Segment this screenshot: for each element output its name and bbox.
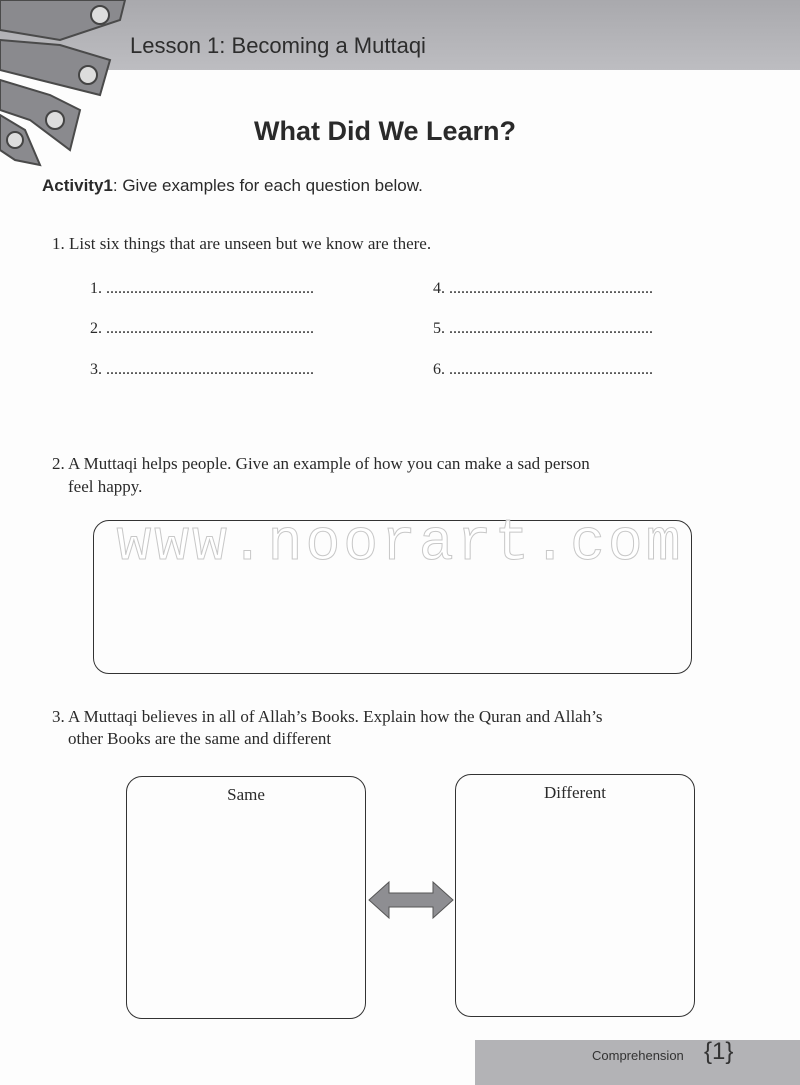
answer-blank-1[interactable]: 1. .................................................... bbox=[90, 280, 314, 297]
activity-instruction: : Give examples for each question below. bbox=[112, 176, 423, 195]
page-title: What Did We Learn? bbox=[253, 116, 516, 146]
question-2-line1: 2. A Muttaqi helps people. Give an example of how you can make a sad person bbox=[52, 454, 590, 473]
same-box[interactable] bbox=[126, 776, 366, 1019]
double-arrow-icon bbox=[367, 878, 455, 922]
activity-label: Activity1 bbox=[42, 176, 113, 195]
answer-blank-4[interactable]: 4. ................................................... bbox=[433, 280, 653, 297]
different-label: Different bbox=[544, 783, 606, 802]
question-3-line1: 3. A Muttaqi believes in all of Allah’s Books. Explain how the Quran and Allah’s bbox=[52, 707, 603, 726]
answer-blank-3[interactable]: 3. .................................................... bbox=[90, 361, 314, 378]
answer-blank-6[interactable]: 6. ................................................... bbox=[433, 361, 653, 378]
lesson-title: Lesson 1: Becoming a Muttaqi bbox=[130, 33, 426, 58]
activity-heading bbox=[42, 176, 423, 196]
question-1: 1. List six things that are unseen but we know are there. bbox=[52, 234, 432, 253]
watermark: www.noorart.com bbox=[116, 512, 684, 577]
different-box[interactable] bbox=[455, 774, 695, 1017]
page-number: {1} bbox=[704, 1038, 734, 1065]
question-3-line2: other Books are the same and different bbox=[68, 729, 332, 748]
answer-blank-5[interactable]: 5. ................................................... bbox=[433, 320, 653, 337]
same-label: Same bbox=[227, 785, 265, 804]
answer-blank-2[interactable]: 2. .................................................... bbox=[90, 320, 314, 337]
question-2-line2: feel happy. bbox=[68, 477, 143, 496]
footer-section: Comprehension bbox=[592, 1048, 684, 1063]
